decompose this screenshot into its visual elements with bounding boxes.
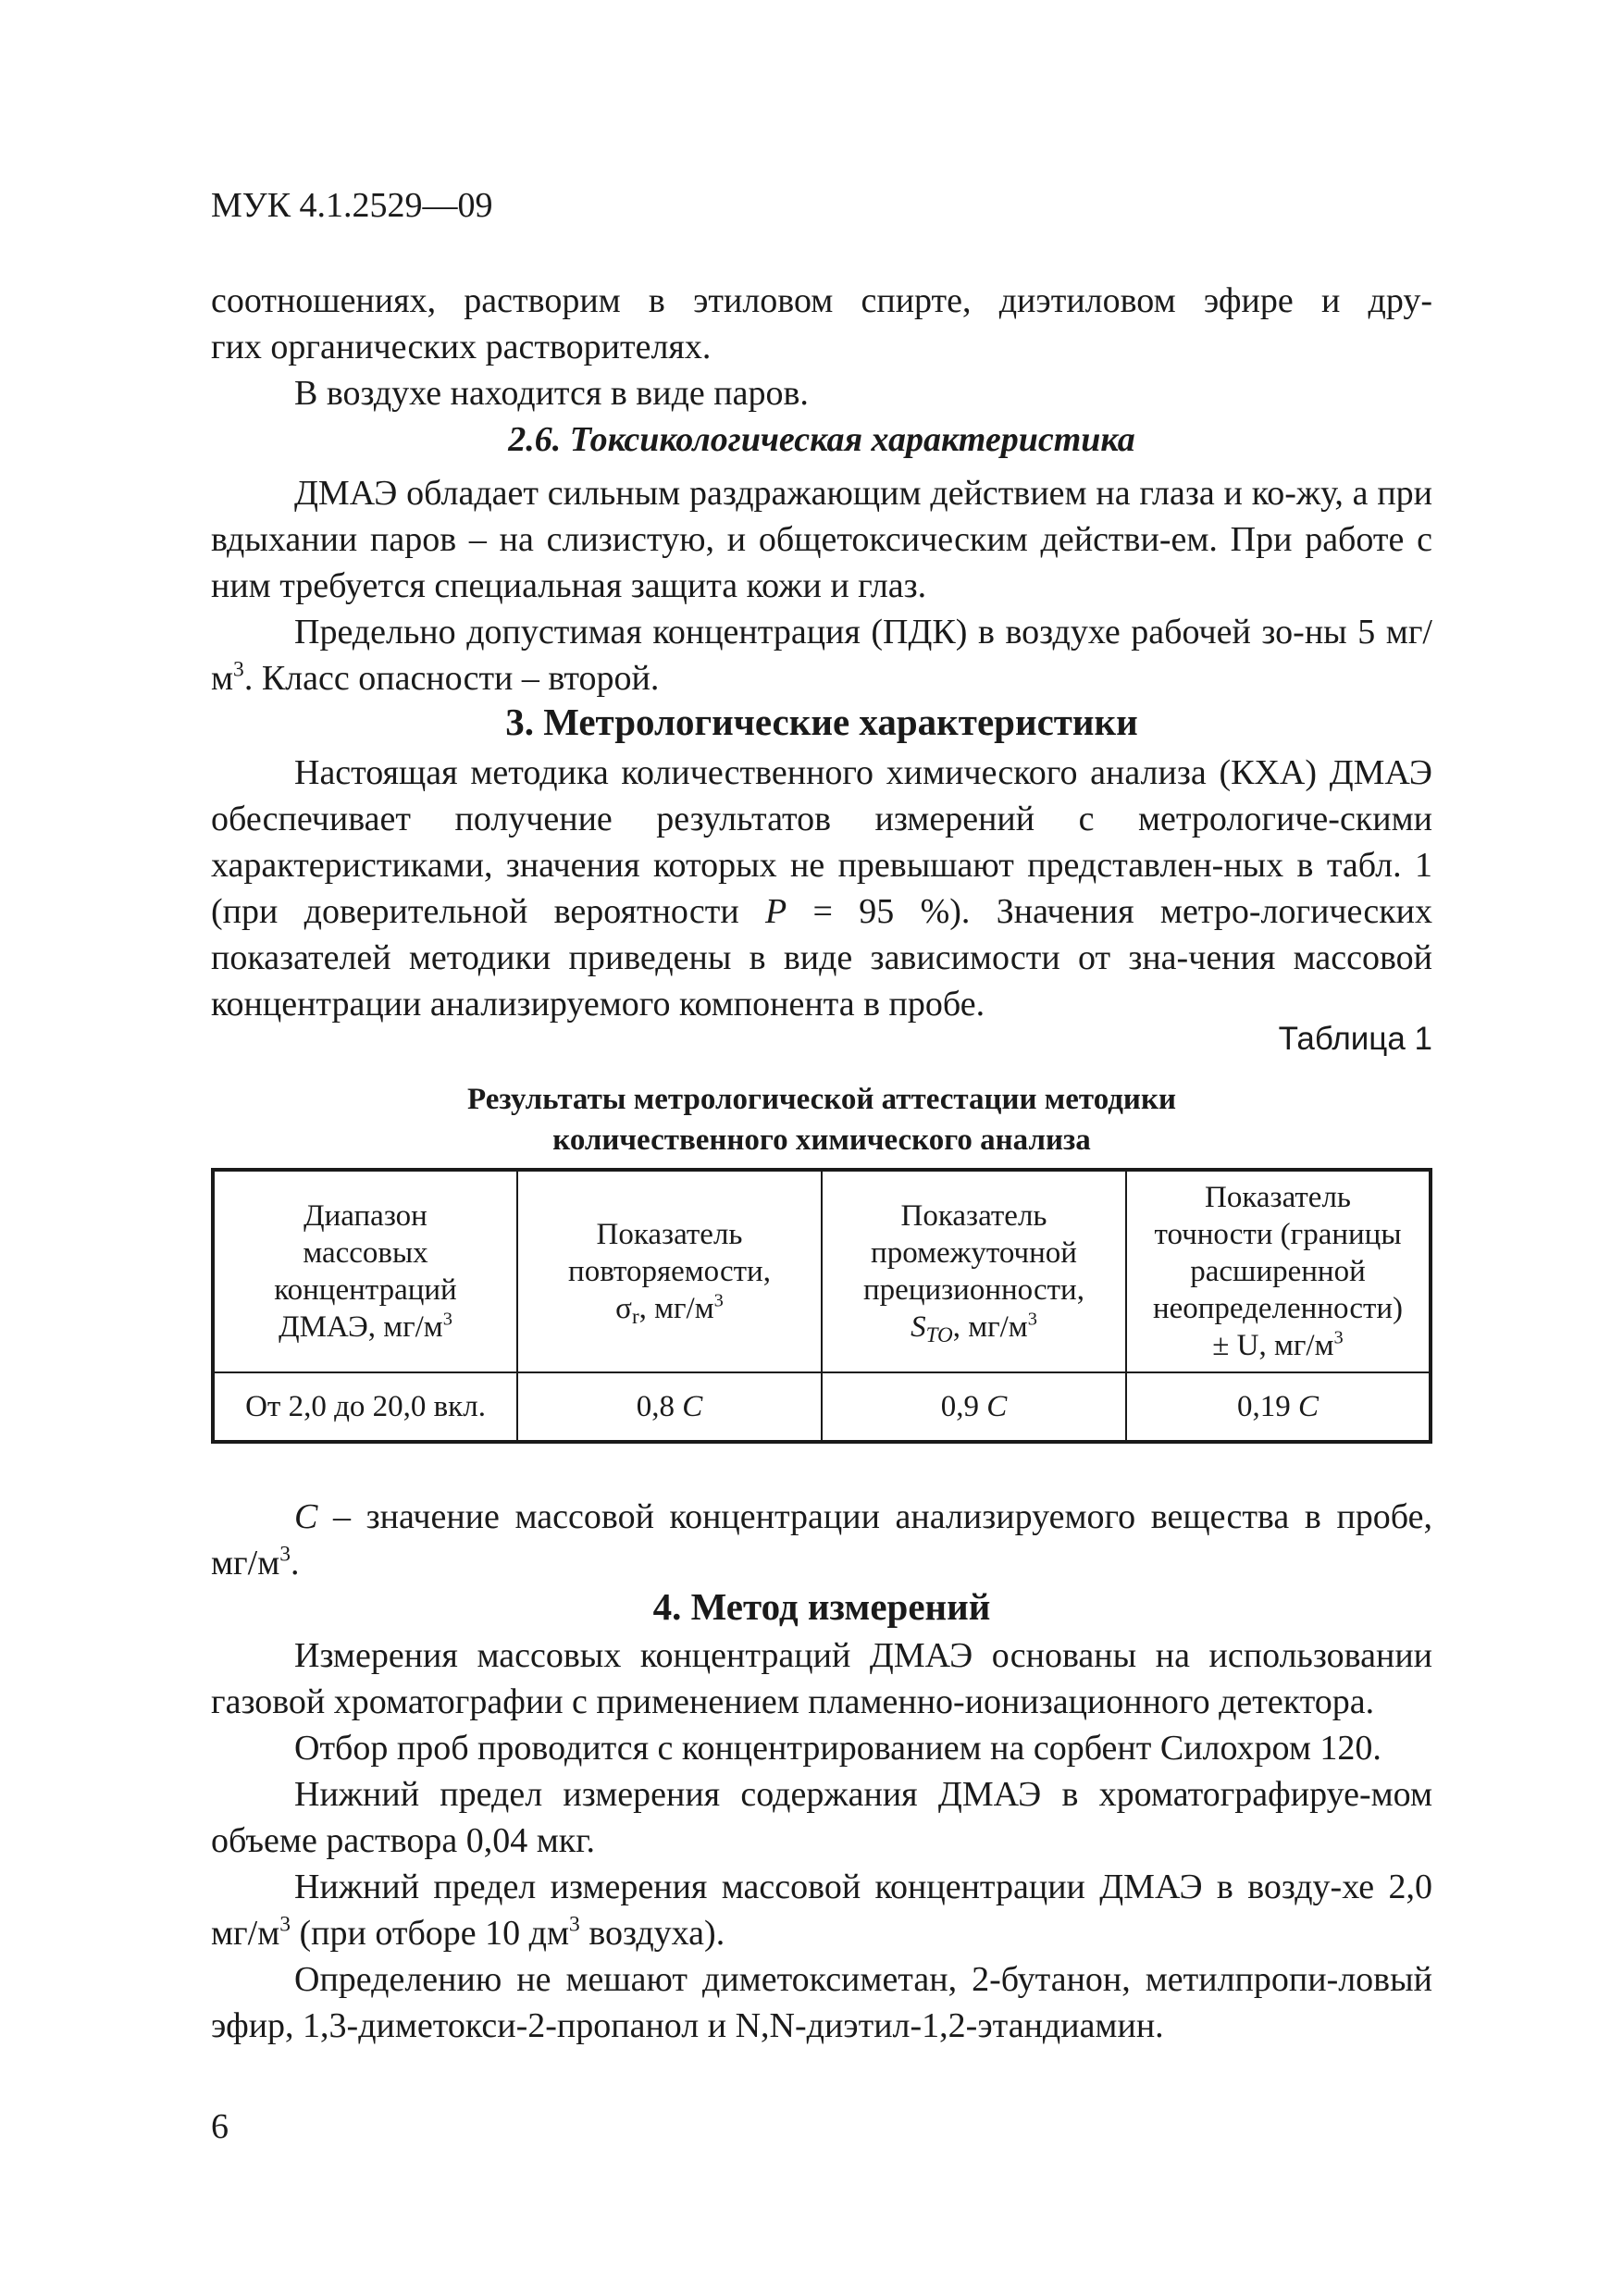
method-p3-text: Нижний предел измерения содержания ДМАЭ в хроматографируе-мом объеме раствора 0,04 мкг. [211, 1775, 1432, 1860]
header-range-sup: 3 [442, 1309, 452, 1330]
cell-repeatability [517, 1372, 822, 1442]
header-range-line-1: Диапазон [304, 1199, 427, 1233]
method-p2-text: Отбор проб проводится с концентрированием на сорбент Силохром 120. [294, 1729, 1381, 1768]
metrology-table [211, 1168, 1432, 1444]
table-caption-line-1: Результаты метрологической аттестации методики [467, 1083, 1176, 1116]
table-note [211, 1494, 1432, 1586]
method-paragraph-1 [211, 1632, 1432, 1725]
note-sup: 3 [279, 1542, 291, 1567]
cell-accuracy [1126, 1372, 1431, 1442]
vapor-text: В воздухе находится в виде паров. [294, 374, 809, 413]
header-repeat-sup: 3 [713, 1290, 724, 1311]
header-accuracy [1126, 1170, 1431, 1372]
metrology-p-after: = 95 %). Значения метро-логических показателей методики приведены в виде зависимости от зна-чения массовой концентрации анализируемого компонента в пробе. [211, 892, 1433, 1024]
header-repeat-sigma: σ [615, 1292, 632, 1325]
metrology-paragraph [211, 750, 1432, 1027]
header-repeat-line-2: повторяемости, [568, 1255, 771, 1288]
header-repeat-unit: , мг/м [638, 1292, 714, 1325]
tox-p2-before: Предельно допустимая концентрация (ПДК) в воздухе рабочей зо-ны 5 мг/м [211, 613, 1432, 698]
tox-p2-sup: 3 [233, 657, 244, 682]
table-header-row [213, 1170, 1431, 1372]
metrology-table-wrap [211, 1168, 1432, 1444]
table-number: Таблица 1 [1278, 1021, 1432, 1057]
tox-paragraph-2 [211, 609, 1432, 701]
cell-acc-num: 0,19 [1236, 1390, 1291, 1423]
tox-p2-text [211, 609, 1432, 701]
intro-line-2: гих органических растворителях. [211, 328, 712, 366]
method-heading: 4. Метод измерений [652, 1585, 991, 1628]
header-prec-sup: 3 [1027, 1309, 1037, 1330]
tox-heading: 2.6. Токсикологическая характеристика [508, 420, 1135, 459]
header-acc-last: ± U, мг/м [1212, 1329, 1334, 1362]
method-paragraph-3 [211, 1771, 1432, 1864]
header-range-last: ДМАЭ, мг/м [279, 1310, 443, 1344]
header-range-line-2: массовых [303, 1236, 428, 1270]
method-paragraph-2 [211, 1725, 1432, 1771]
page-number: 6 [211, 2107, 229, 2146]
header-acc-line-1: Показатель [1205, 1181, 1351, 1214]
method-paragraph-4 [211, 1864, 1432, 1956]
header-prec-line-4 [825, 1309, 1122, 1346]
header-prec-line-3: прецизионности, [863, 1273, 1084, 1307]
metrology-p-before: Настоящая методика количественного химического анализа (КХА) ДМАЭ обеспечивает получение результатов измерений с метрологиче-скими характеристиками, значения которых не превышают представлен-ных в табл. 1 (при доверительной вероятности [211, 753, 1432, 931]
cell-acc-var: C [1297, 1390, 1319, 1423]
cell-precision [822, 1372, 1126, 1442]
header-repeatability [517, 1170, 822, 1372]
header-acc-line-2: точности (границы [1154, 1218, 1402, 1251]
header-repeat-sub: r [631, 1303, 639, 1328]
cell-repeat-var: C [682, 1390, 703, 1423]
header-prec-line-1: Показатель [900, 1199, 1047, 1233]
tox-p2-after: . Класс опасности – второй. [243, 659, 660, 698]
table-note-text [211, 1494, 1432, 1586]
cell-range: От 2,0 до 20,0 вкл. [213, 1372, 517, 1442]
method-p4-text [211, 1864, 1432, 1956]
method-p4-a: Нижний предел измерения массовой концентрации ДМАЭ в возду-хе 2,0 мг/м [211, 1868, 1432, 1953]
header-repeat-line-3 [521, 1290, 818, 1327]
method-p5-text: Определению не мешают диметоксиметан, 2-бутанон, метилпропи-ловый эфир, 1,3-диметокси-2-пропанол и N,N-диэтил-1,2-этандиамин. [211, 1960, 1432, 2045]
note-var: C [294, 1497, 318, 1536]
header-prec-sub: TO [925, 1322, 953, 1347]
header-acc-sup: 3 [1333, 1327, 1344, 1348]
cell-repeat-num: 0,8 [636, 1390, 675, 1423]
method-p4-b: (при отборе 10 дм [291, 1914, 570, 1953]
header-range-line-4 [217, 1309, 514, 1346]
running-head: МУК 4.1.2529—09 [211, 186, 493, 225]
table-row [213, 1372, 1431, 1442]
note-text-after: . [291, 1544, 300, 1582]
intro-line-1: соотношениях, растворим в этиловом спирте, диэтиловом эфире и дру- [211, 281, 1432, 320]
cell-prec-num: 0,9 [940, 1390, 979, 1423]
method-p4-sup2: 3 [569, 1912, 580, 1937]
method-p4-sup1: 3 [279, 1912, 291, 1937]
table-caption-line-2: количественного химического анализа [552, 1123, 1091, 1157]
note-text-before: – значение массовой концентрации анализируемого вещества в пробе, мг/м [211, 1497, 1432, 1582]
header-precision [822, 1170, 1126, 1372]
table-caption [211, 1079, 1432, 1160]
method-paragraph-5 [211, 1956, 1432, 2049]
metrology-heading: 3. Метрологические характеристики [505, 701, 1138, 743]
header-acc-line-4: неопределенности) [1152, 1292, 1404, 1325]
header-repeat-line-1: Показатель [596, 1218, 743, 1251]
metrology-p-var: P [765, 892, 787, 931]
tox-paragraph-1 [211, 470, 1432, 609]
vapor-paragraph [211, 370, 1432, 416]
method-p1-text: Измерения массовых концентраций ДМАЭ основаны на использовании газовой хроматографии с применением пламенно-ионизационного детектора. [211, 1636, 1432, 1721]
metrology-p-text [211, 750, 1432, 1027]
header-prec-unit: , мг/м [952, 1310, 1028, 1344]
header-range [213, 1170, 517, 1372]
intro-paragraph [211, 278, 1432, 370]
method-p4-c: воздуха). [579, 1914, 725, 1953]
header-acc-line-3: расширенной [1190, 1255, 1366, 1288]
cell-prec-var: C [986, 1390, 1008, 1423]
header-acc-line-5 [1130, 1327, 1426, 1364]
header-prec-line-2: промежуточной [871, 1236, 1077, 1270]
tox-p1-text: ДМАЭ обладает сильным раздражающим действием на глаза и ко-жу, а при вдыхании паров – на слизистую, и общетоксическим действи-ем. При работе с ним требуется специальная защита кожи и глаз. [211, 474, 1432, 605]
header-range-line-3: концентраций [274, 1273, 457, 1307]
header-prec-s: S [911, 1310, 926, 1344]
